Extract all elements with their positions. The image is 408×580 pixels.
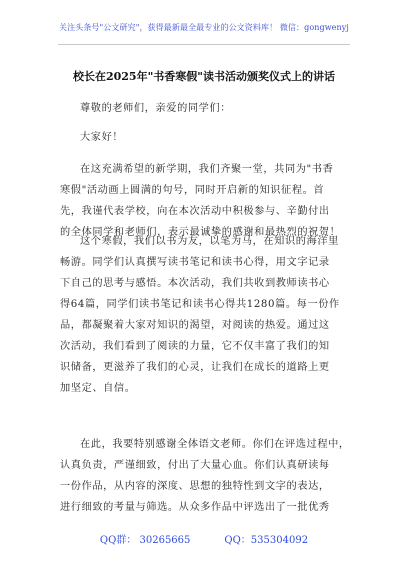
qq-group-text: QQ群： 30265665 (99, 535, 191, 546)
paragraph-line: 认真负责，严谨细致，付出了大量心血。你们认真研读每 (60, 460, 330, 471)
header-note: 关注头条号"公文研究"，获得最新最全最专业的公文资料库！ 微信：gongwenyj (59, 23, 349, 32)
paragraph-line: 品，都凝聚着大家对知识的渴望，对阅读的热爱。通过这 (60, 320, 330, 331)
paragraph-3 (60, 434, 352, 518)
salutation (60, 98, 352, 119)
footer-contact (0, 534, 408, 548)
paragraph-line: 先，我谨代表学校，向在本次活动中积极参与、辛勤付出 (60, 206, 330, 217)
paragraph-line: 这个寒假，我们以书为友，以笔为马，在知识的海洋里 (80, 236, 339, 247)
salutation-text: 尊敬的老师们，亲爱的同学们： (80, 103, 232, 114)
paragraph-line: 在这充满希望的新学期，我们齐聚一堂，共同为"书香 (80, 164, 334, 175)
paragraph-line: 寒假"活动画上圆满的句号，同时开启新的知识征程。首 (60, 185, 325, 196)
paragraph-line: 的全体同学和老师们，表示最诚挚的感谢和最热烈的祝贺！ (60, 227, 341, 238)
paragraph-line: 识储备，更滋养了我们的心灵，让我们在成长的道路上更 (60, 362, 330, 373)
greeting-text: 大家好！ (80, 132, 124, 143)
paragraph-line: 得64篇，同学们读书笔记和读书心得共1280篇。每一份作 (60, 299, 340, 310)
paragraph-line: 下自己的思考与感悟。本次活动，我们共收到教师读书心 (60, 278, 330, 289)
paragraph-line: 加坚定、自信。 (60, 383, 136, 394)
paragraph-line: 在此，我要特别感谢全体语文老师。你们在评选过程中， (80, 439, 350, 450)
header-divider (58, 44, 350, 45)
paragraph-line: 次活动，我们看到了阅读的力量，它不仅丰富了我们的知 (60, 341, 330, 352)
paragraph-line: 畅游。同学们认真撰写读书笔记和读书心得，用文字记录 (60, 257, 330, 268)
greeting (60, 127, 352, 148)
paragraph-line: 进行细致的考量与筛选。从众多作品中评选出了一批优秀 (60, 502, 330, 513)
paragraph-2 (60, 231, 352, 399)
qq-number-text: QQ：535304092 (224, 535, 309, 546)
paragraph-line: 一份作品，从内容的深度、思想的独特性到文字的表达， (60, 481, 330, 492)
document-title: 校长在2025年"书香寒假"读书活动颁奖仪式上的讲话 (72, 70, 336, 83)
